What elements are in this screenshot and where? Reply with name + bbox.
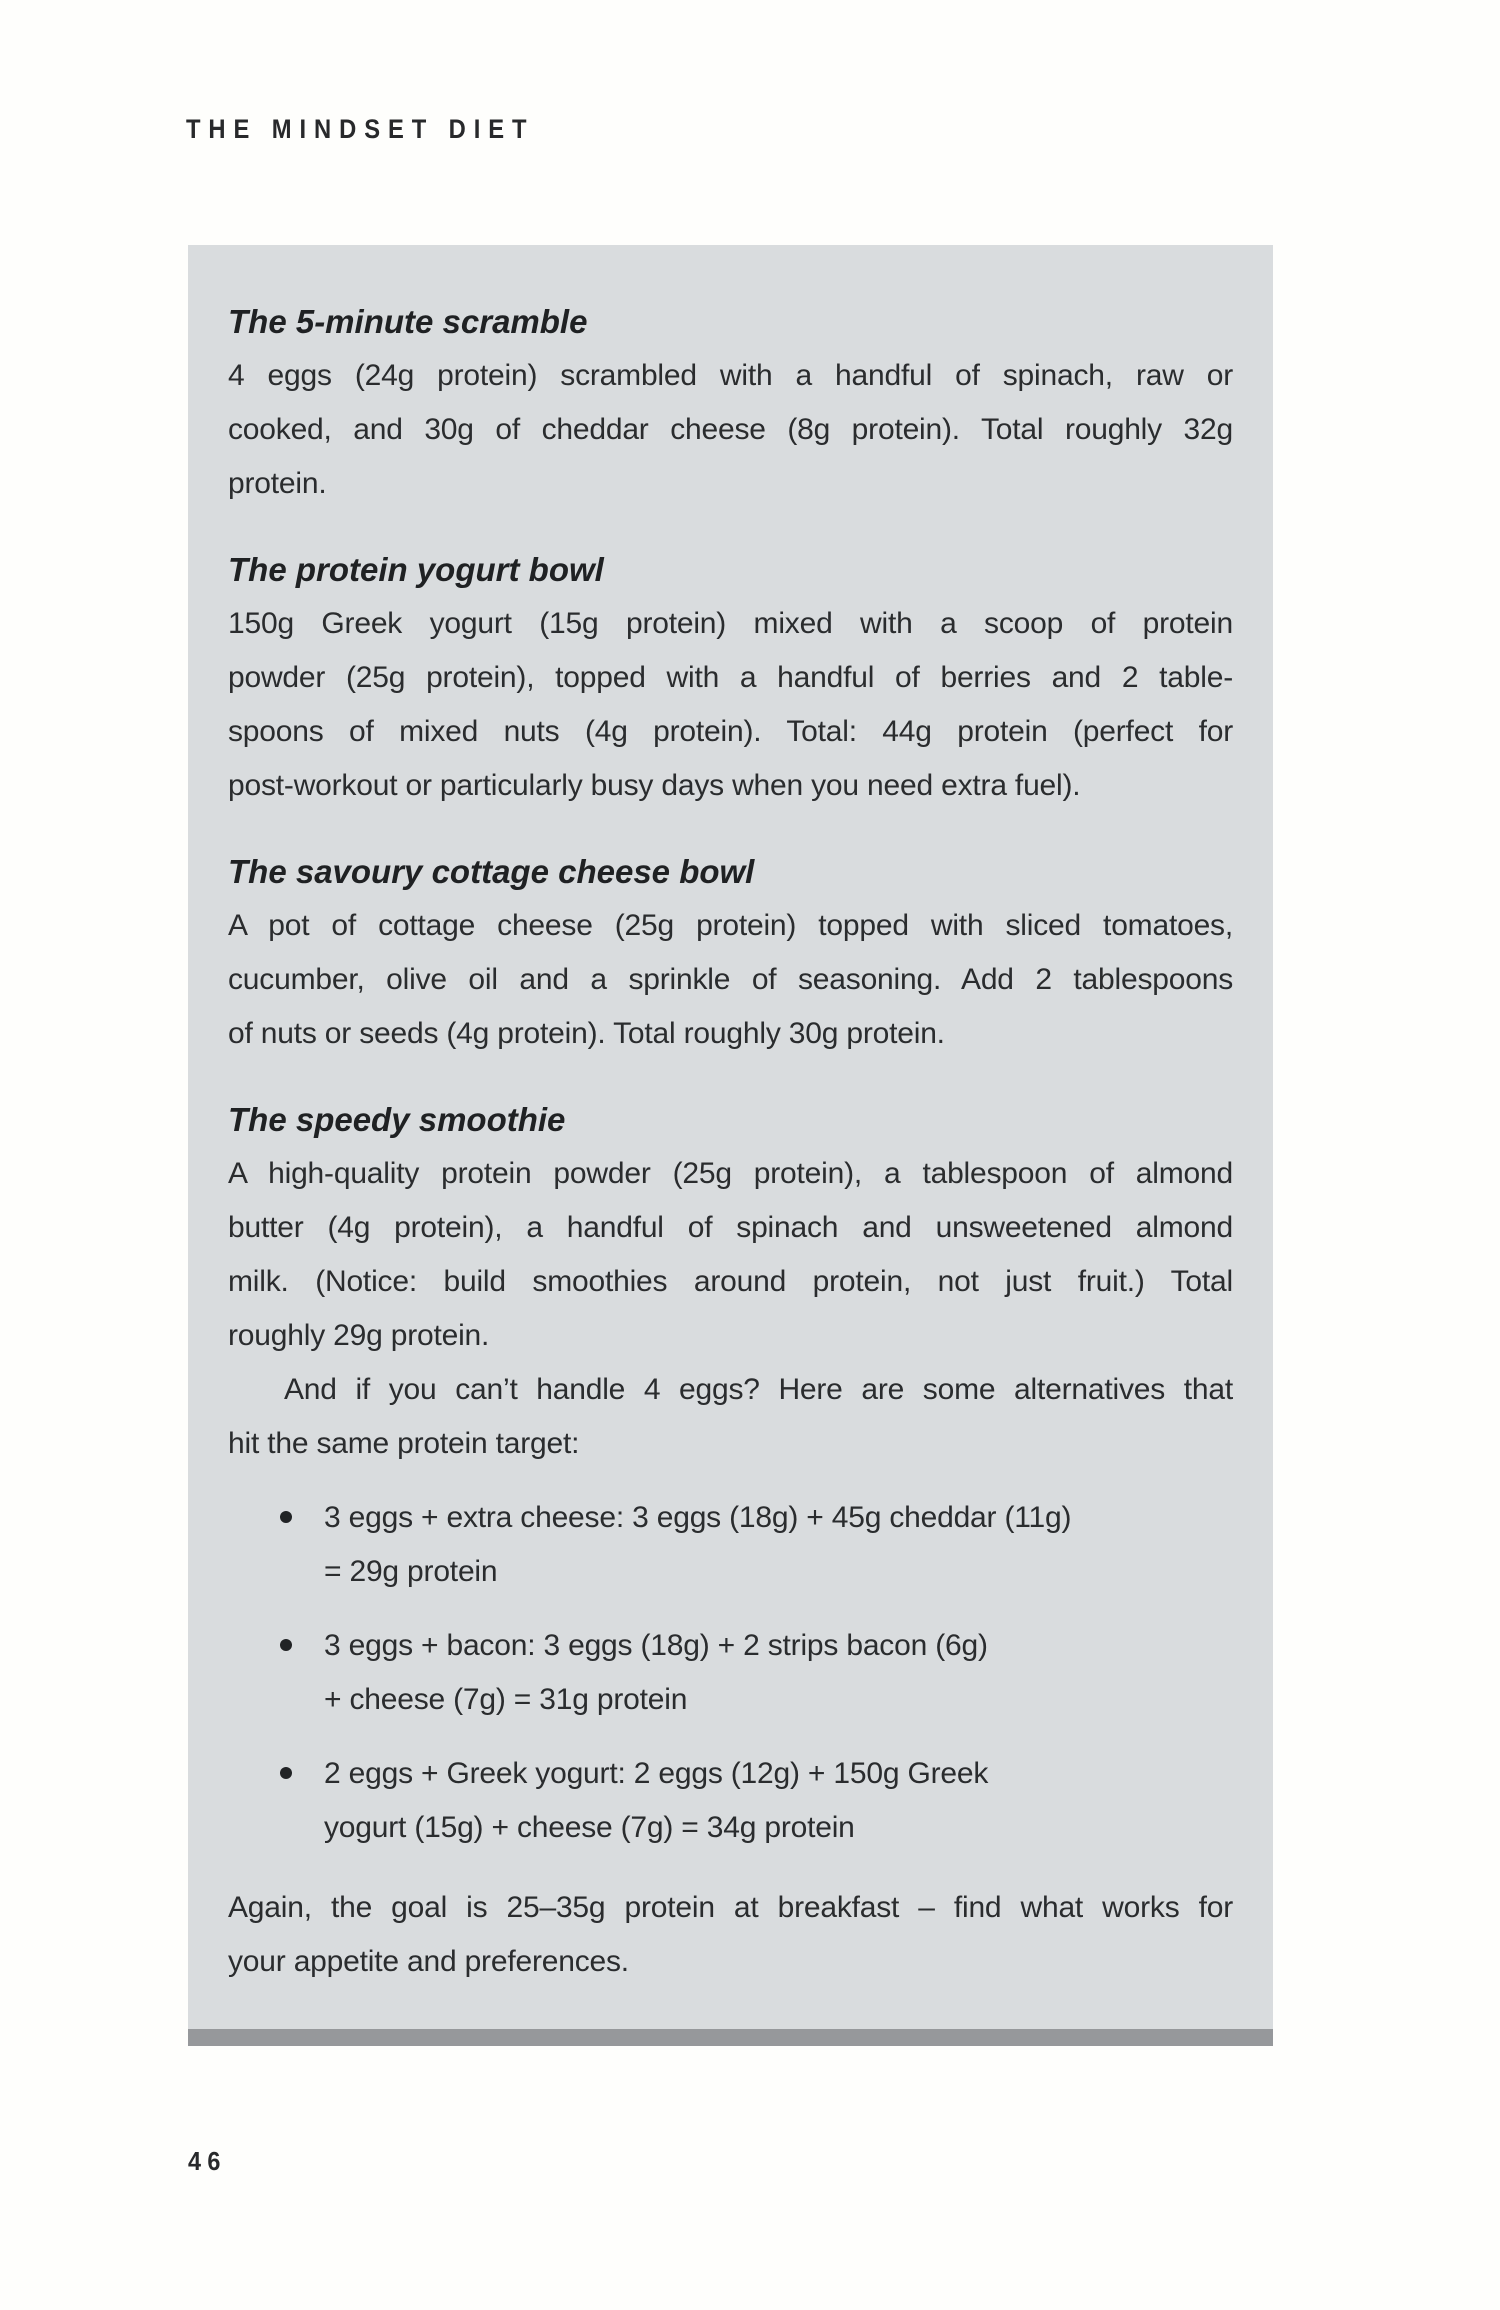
paragraph [228,597,1233,813]
text-line: And if you can’t handle 4 eggs? Here are some alternatives that [284,1373,1233,1406]
bullet-text-line: yogurt (15g) + cheese (7g) = 34g protein [324,1811,855,1844]
text-line: 4 eggs (24g protein) scrambled with a handful of spinach, raw or [228,359,1233,392]
paragraph [228,1363,1233,1471]
bullet-text-line: 3 eggs + extra cheese: 3 eggs (18g) + 45g cheddar (11g) [324,1501,1072,1534]
content-panel [188,245,1273,2046]
paragraph [228,349,1233,511]
bullet-icon [280,1639,292,1651]
text-line: Again, the goal is 25–35g protein at breakfast – find what works for [228,1891,1233,1924]
text-line: powder (25g protein), topped with a handful of berries and 2 table- [228,661,1233,694]
bullet-list [228,1491,1233,1855]
bullet-item [228,1491,1233,1599]
paragraph [228,1881,1233,1989]
paragraph [228,1147,1233,1363]
page-number: 46 [188,2146,227,2176]
bullet-text-line: 3 eggs + bacon: 3 eggs (18g) + 2 strips bacon (6g) [324,1629,988,1662]
text-line: spoons of mixed nuts (4g protein). Total: 44g protein (perfect for [228,715,1233,748]
bullet-text-line: + cheese (7g) = 31g protein [324,1683,688,1716]
text-line: A pot of cottage cheese (25g protein) topped with sliced tomatoes, [228,909,1233,942]
bullet-text-line: = 29g protein [324,1555,498,1588]
bullet-text-line: 2 eggs + Greek yogurt: 2 eggs (12g) + 150g Greek [324,1757,989,1790]
text-line: of nuts or seeds (4g protein). Total roughly 30g protein. [228,1017,945,1050]
text-line: cucumber, olive oil and a sprinkle of seasoning. Add 2 tablespoons [228,963,1233,996]
text-line: butter (4g protein), a handful of spinach and unsweetened almond [228,1211,1233,1244]
panel-bottom-bar [188,2029,1273,2046]
panel-content [228,295,1233,1989]
text-line: A high-quality protein powder (25g protein), a tablespoon of almond [228,1157,1233,1190]
bullet-icon [280,1511,292,1523]
section-heading: The 5-minute scramble [228,303,588,340]
text-line: roughly 29g protein. [228,1319,490,1352]
text-line: 150g Greek yogurt (15g protein) mixed with a scoop of protein [228,607,1233,640]
paragraph [228,899,1233,1061]
text-line: protein. [228,467,327,500]
text-line: cooked, and 30g of cheddar cheese (8g protein). Total roughly 32g [228,413,1233,446]
text-line: hit the same protein target: [228,1427,580,1460]
section-heading: The speedy smoothie [228,1101,566,1138]
text-line: your appetite and preferences. [228,1945,629,1978]
bullet-item [228,1747,1233,1855]
running-header: THE MINDSET DIET [186,114,535,144]
text-line: milk. (Notice: build smoothies around protein, not just fruit.) Total [228,1265,1233,1298]
bullet-icon [280,1767,292,1779]
text-line: post-workout or particularly busy days when you need extra fuel). [228,769,1081,802]
section-heading: The savoury cottage cheese bowl [228,853,755,890]
bullet-item [228,1619,1233,1727]
section-heading: The protein yogurt bowl [228,551,604,588]
